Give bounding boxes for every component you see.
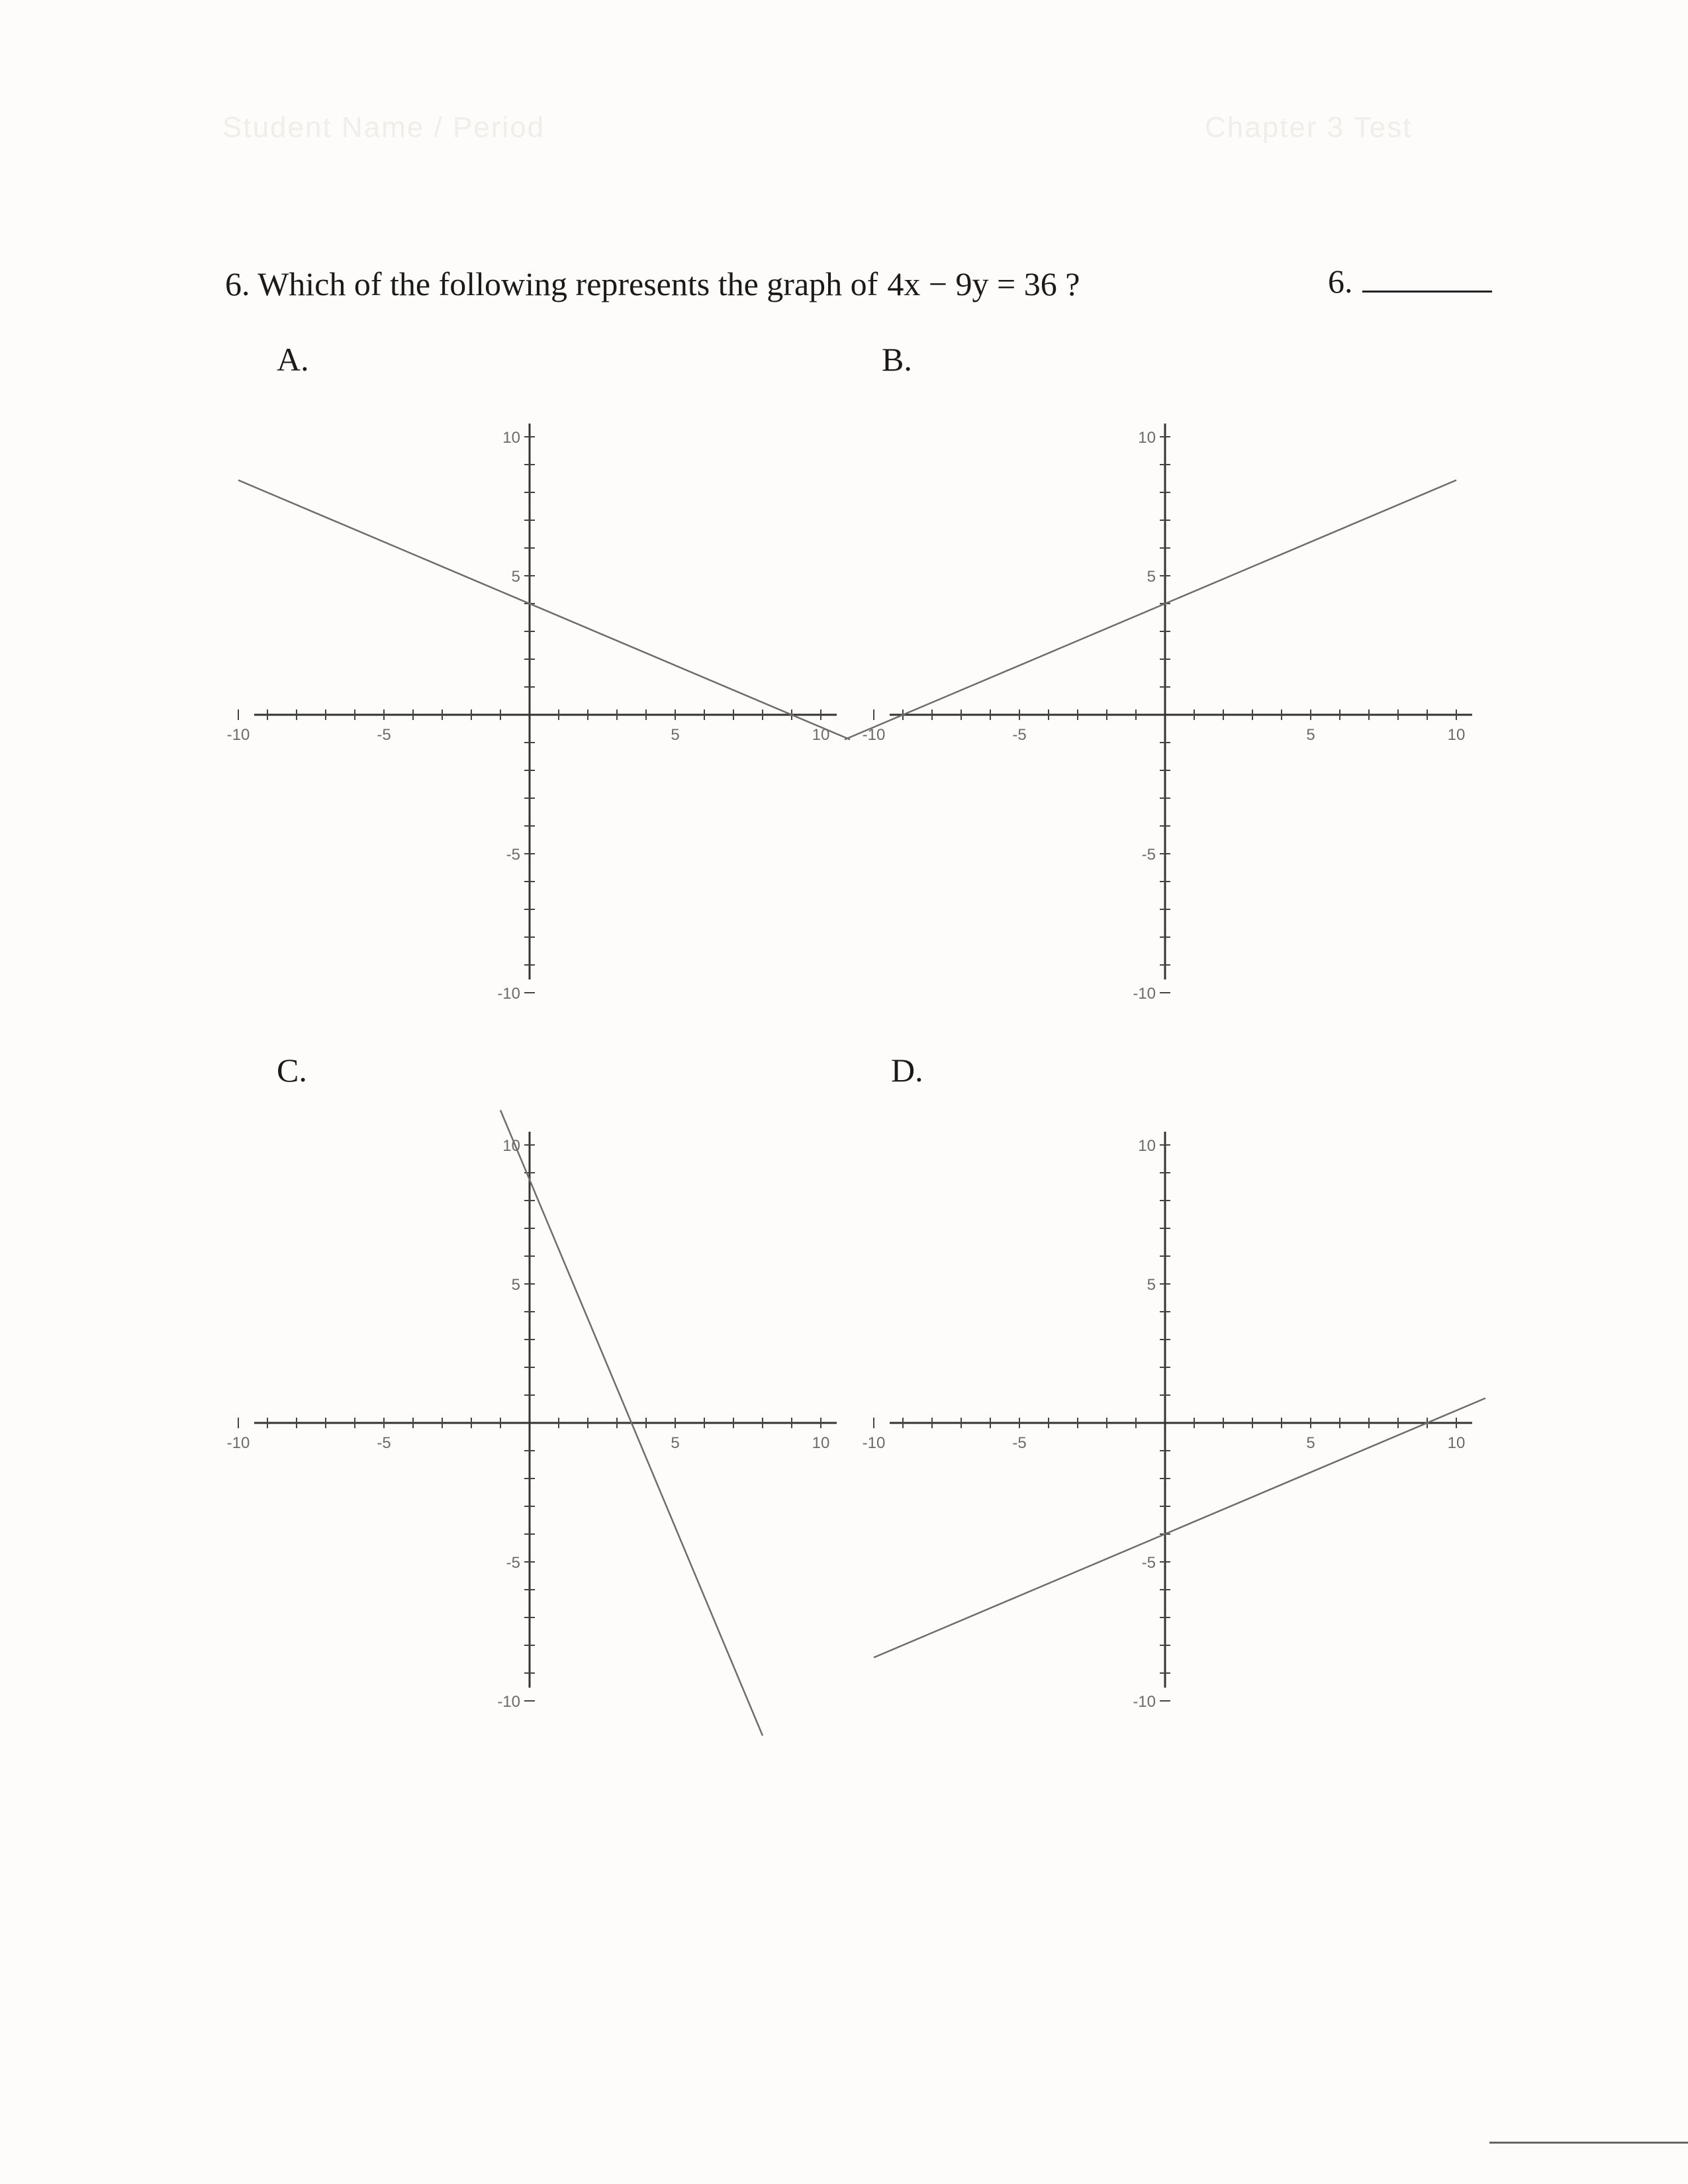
choice-label-c: C. [277, 1052, 307, 1089]
graph-line [874, 1398, 1485, 1658]
footer-line [1489, 2142, 1688, 2144]
y-tick-label: 10 [1138, 429, 1156, 447]
x-tick-label: -5 [377, 1434, 391, 1452]
y-tick-label: -10 [1133, 1693, 1156, 1711]
answer-blank[interactable] [1328, 262, 1492, 300]
x-tick-label: 10 [1447, 726, 1466, 744]
answer-line [1362, 289, 1492, 293]
question-text [225, 265, 1080, 303]
x-tick-label: 5 [671, 726, 680, 744]
y-tick-label: 10 [502, 1137, 520, 1155]
x-tick-label: -5 [377, 726, 391, 744]
y-tick-label: -5 [1141, 1554, 1156, 1572]
x-tick-label: -5 [1012, 1434, 1027, 1452]
y-tick-label: -5 [1141, 846, 1156, 864]
choice-label-d: D. [891, 1052, 923, 1089]
question-equation: 4x − 9y = 36 ? [887, 265, 1080, 302]
graph-d [862, 1118, 1483, 1741]
x-tick-label: 5 [1306, 1434, 1315, 1452]
x-tick-label: -10 [862, 1434, 886, 1452]
y-tick-label: -10 [497, 985, 520, 1003]
y-tick-label: -10 [1133, 985, 1156, 1003]
answer-label: 6. [1328, 263, 1353, 300]
y-tick-label: 5 [511, 568, 520, 586]
y-tick-label: 5 [1147, 1276, 1156, 1294]
x-tick-label: 10 [812, 1434, 830, 1452]
graph-c [226, 1118, 847, 1741]
y-tick-label: -10 [497, 1693, 520, 1711]
header-ghost-left: Student Name / Period [222, 111, 545, 144]
x-tick-label: -5 [1012, 726, 1027, 744]
x-tick-label: 10 [812, 726, 830, 744]
x-tick-label: -10 [226, 1434, 250, 1452]
y-tick-label: -5 [506, 846, 520, 864]
y-tick-label: 5 [1147, 568, 1156, 586]
choice-label-a: A. [277, 341, 309, 378]
x-tick-label: -10 [226, 726, 250, 744]
graph-line [238, 480, 850, 740]
graph-b [862, 410, 1483, 1003]
y-tick-label: -5 [506, 1554, 520, 1572]
choice-label-b: B. [882, 341, 912, 378]
y-tick-label: 10 [502, 429, 520, 447]
x-tick-label: 10 [1447, 1434, 1466, 1452]
header-ghost-right: Chapter 3 Test [1205, 111, 1413, 144]
y-tick-label: 5 [511, 1276, 520, 1294]
x-tick-label: 5 [1306, 726, 1315, 744]
x-tick-label: 5 [671, 1434, 680, 1452]
graph-line [845, 480, 1456, 740]
y-tick-label: 10 [1138, 1137, 1156, 1155]
x-tick-label: -10 [862, 726, 886, 744]
question-prompt: 6. Which of the following represents the graph of [225, 265, 878, 302]
graph-a [226, 410, 847, 1003]
